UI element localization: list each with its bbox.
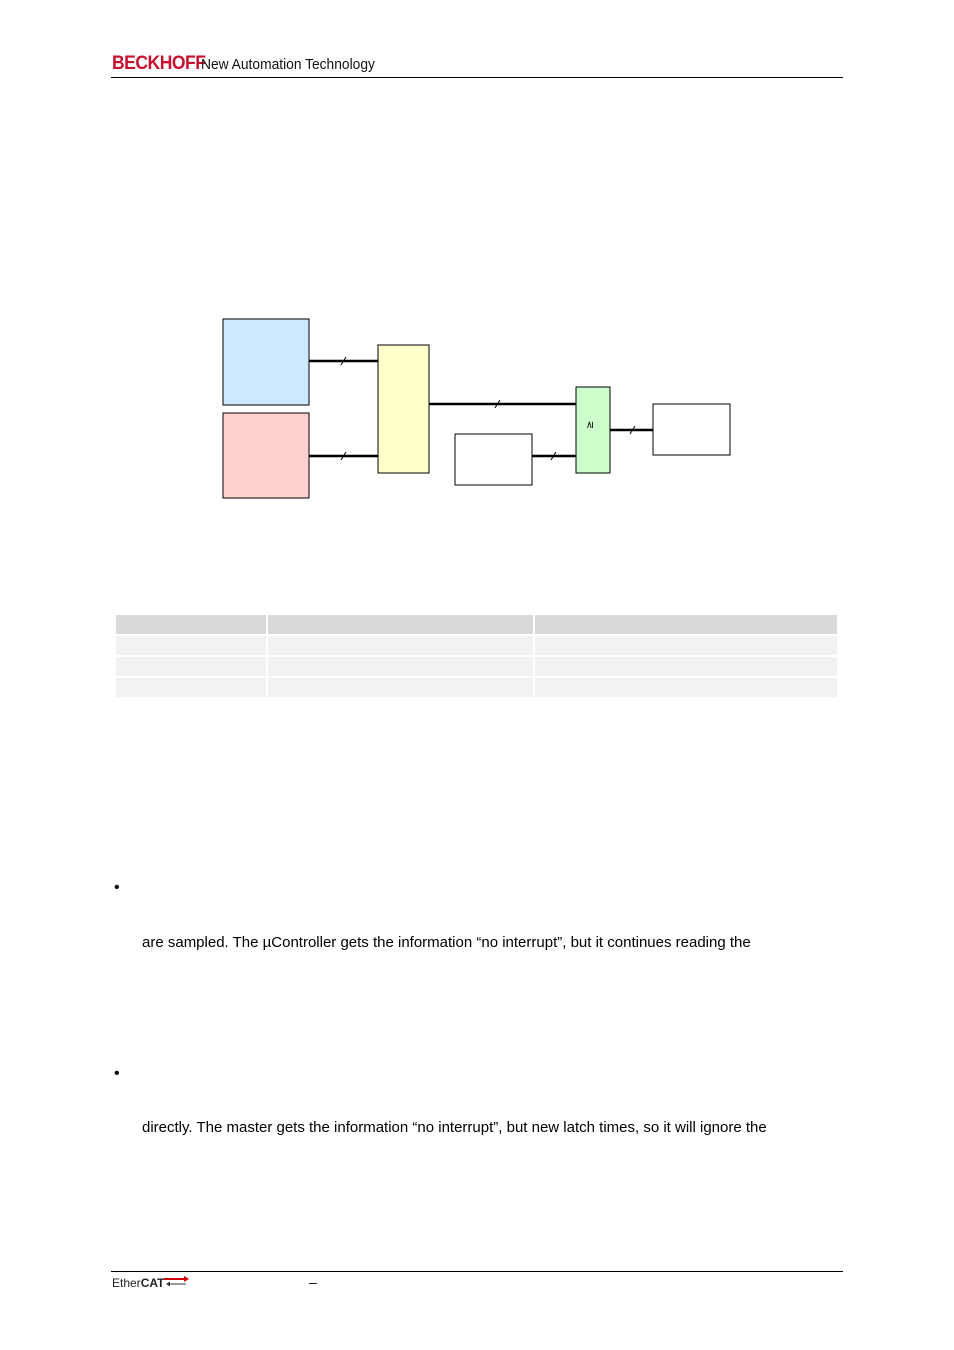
- table-row: [116, 657, 837, 676]
- table-header-cell: [116, 615, 266, 634]
- diagram-box-blue: [223, 319, 309, 405]
- table-cell: [116, 657, 266, 676]
- table-cell: [535, 636, 837, 655]
- table-row: [116, 636, 837, 655]
- paragraph-2-line: directly. The master gets the information “no interrupt”, but new latch times, so it will ignore the: [142, 1119, 767, 1136]
- table-header-row: [116, 615, 837, 634]
- paragraph-1-line: are sampled. The µController gets the information “no interrupt”, but it continues reading the: [142, 934, 751, 951]
- bullet-2: •: [114, 1065, 120, 1082]
- diagram-box-yellow: [378, 345, 429, 473]
- ethercat-arrows-icon: [162, 1276, 192, 1288]
- bullet-1: •: [114, 879, 120, 896]
- table-cell: [535, 678, 837, 697]
- table-cell: [268, 636, 533, 655]
- interrupt-diagram: [0, 0, 954, 560]
- table-header-cell: [535, 615, 837, 634]
- header-tagline: New Automation Technology: [201, 56, 375, 73]
- table-cell: [116, 636, 266, 655]
- footer-rule: [111, 1271, 843, 1272]
- table-cell: [268, 678, 533, 697]
- ethercat-logo: [112, 1276, 192, 1290]
- beckhoff-logo: BECKHOFF: [112, 53, 206, 74]
- diagram-box-white-left: [455, 434, 532, 485]
- table-cell: [116, 678, 266, 697]
- diagram-box-output: [653, 404, 730, 455]
- table-header-cell: [268, 615, 533, 634]
- or-gate-symbol: ≥: [585, 420, 596, 429]
- register-table: [114, 613, 839, 699]
- table-cell: [535, 657, 837, 676]
- footer-dash: –: [309, 1274, 317, 1290]
- diagram-or-gate: [576, 387, 610, 473]
- table-cell: [268, 657, 533, 676]
- ethercat-logo-ether: Ether: [112, 1276, 141, 1290]
- table-row: [116, 678, 837, 697]
- diagram-box-red: [223, 413, 309, 498]
- ethercat-logo-cat: CAT: [140, 1276, 165, 1290]
